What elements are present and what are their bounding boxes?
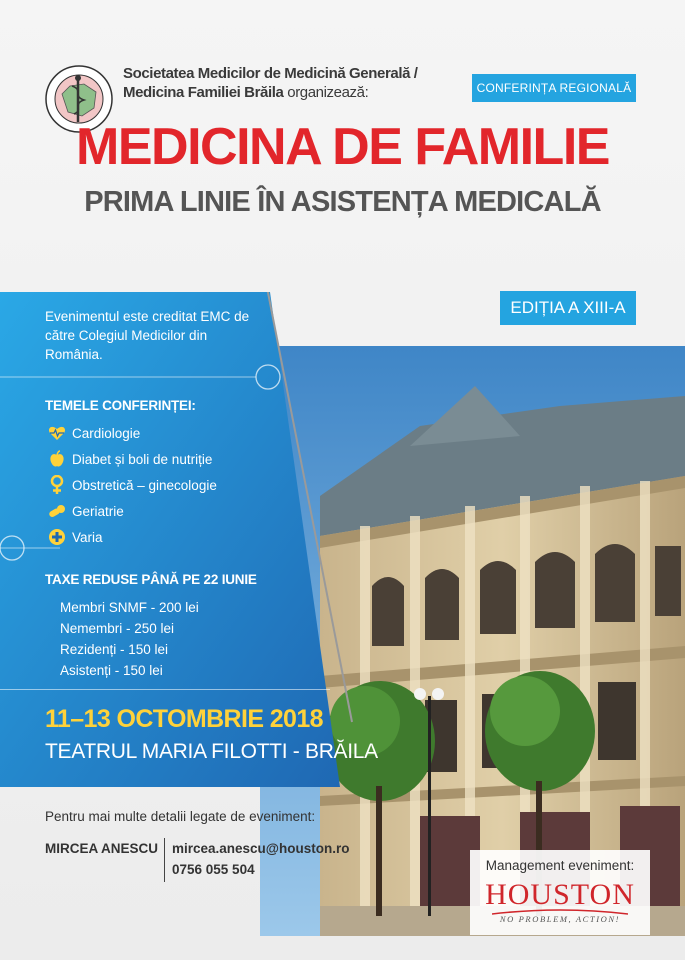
- contact-email-link[interactable]: mircea.anescu@houston.ro: [172, 841, 350, 856]
- contact-divider: [164, 838, 165, 882]
- list-item: [48, 498, 217, 524]
- list-item: [48, 524, 217, 550]
- organizer-text: [123, 64, 473, 102]
- topic-label: Geriatrie: [72, 503, 124, 519]
- topic-label: Varia: [72, 529, 103, 545]
- list-item: Nemembri - 250 lei: [60, 621, 175, 636]
- org-line-2-bold: Medicina Familiei Brăila: [123, 84, 284, 101]
- fees-list: [60, 597, 199, 681]
- org-line-1: Societatea Medicilor de Medicină Generală /: [123, 65, 418, 82]
- list-item: Asistenți - 150 lei: [60, 663, 163, 678]
- fees-heading: TAXE REDUSE PÂNĂ PE 22 IUNIE: [45, 572, 257, 587]
- heart-pulse-icon: [48, 424, 66, 442]
- org-line-2-rest: organizează:: [287, 84, 369, 101]
- pills-icon: [48, 502, 66, 520]
- houston-tagline: NO PROBLEM, ACTION!: [499, 914, 621, 924]
- topic-label: Diabet și boli de nutriție: [72, 451, 213, 467]
- management-label: Management eveniment:: [485, 858, 635, 873]
- apple-icon: [48, 450, 66, 468]
- contact-intro: Pentru mai multe detalii legate de eveniment:: [45, 809, 316, 824]
- edition-badge: EDIȚIA A XIII-A: [500, 291, 636, 325]
- main-title: MEDICINA DE FAMILIE: [76, 118, 609, 176]
- org-line-2: [123, 83, 473, 102]
- female-symbol-icon: [48, 476, 66, 494]
- subtitle: PRIMA LINIE ÎN ASISTENȚA MEDICALĂ: [84, 186, 601, 218]
- regional-conference-badge: CONFERINȚA REGIONALĂ: [472, 74, 636, 102]
- topic-label: Cardiologie: [72, 425, 141, 441]
- list-item: [48, 446, 217, 472]
- medical-cross-icon: [48, 528, 66, 546]
- topic-label: Obstretică – ginecologie: [72, 477, 217, 493]
- event-dates: 11–13 OCTOMBRIE 2018: [45, 705, 323, 733]
- divider: [0, 689, 330, 690]
- event-venue: TEATRUL MARIA FILOTTI - BRĂILA: [45, 740, 378, 763]
- list-item: Rezidenți - 150 lei: [60, 642, 169, 657]
- list-item: [48, 420, 217, 446]
- list-item: Membri SNMF - 200 lei: [60, 600, 199, 615]
- accreditation-text: Evenimentul este creditat EMC de către Colegiul Medicilor din România.: [45, 309, 250, 362]
- list-item: [48, 472, 217, 498]
- contact-phone[interactable]: 0756 055 504: [172, 862, 255, 877]
- contact-name: MIRCEA ANESCU: [45, 841, 159, 856]
- houston-logo: HOUSTON: [485, 878, 635, 911]
- topics-list: [48, 420, 217, 550]
- topics-heading: TEMELE CONFERINȚEI:: [45, 398, 196, 413]
